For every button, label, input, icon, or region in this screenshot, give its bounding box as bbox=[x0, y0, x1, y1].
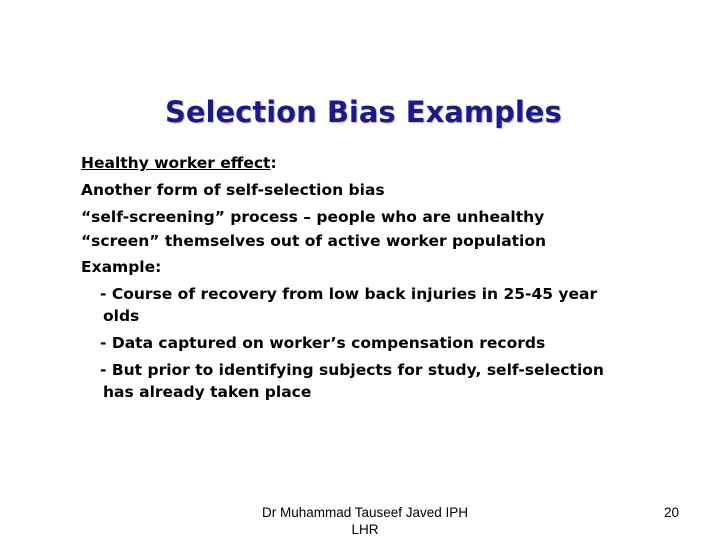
footer-author-line1: Dr Muhammad Tauseef Javed IPH bbox=[261, 505, 469, 520]
heading-line bbox=[81, 153, 277, 173]
body-line-4: Example: bbox=[81, 258, 162, 276]
body-line-1: Another form of self-selection bias bbox=[81, 181, 385, 199]
body-line-7: - Data captured on worker’s compensation records bbox=[100, 334, 546, 352]
body-line-9: has already taken place bbox=[103, 383, 312, 401]
body-line-5: - Course of recovery from low back injuries in 25-45 year bbox=[100, 285, 598, 303]
body-line-6: olds bbox=[103, 307, 140, 325]
heading-colon: : bbox=[270, 154, 277, 172]
body-line-8: - But prior to identifying subjects for study, self-selection bbox=[100, 361, 604, 379]
body-line-2: “self-screening” process – people who are unhealthy bbox=[81, 208, 545, 226]
body-line-3: “screen” themselves out of active worker population bbox=[81, 232, 547, 250]
slide-title: Selection Bias Examples bbox=[165, 95, 562, 129]
page-number: 20 bbox=[664, 505, 680, 520]
footer-author-line2: LHR bbox=[351, 522, 379, 537]
heading-term: Healthy worker effect bbox=[81, 154, 271, 172]
footer-author bbox=[230, 504, 500, 538]
